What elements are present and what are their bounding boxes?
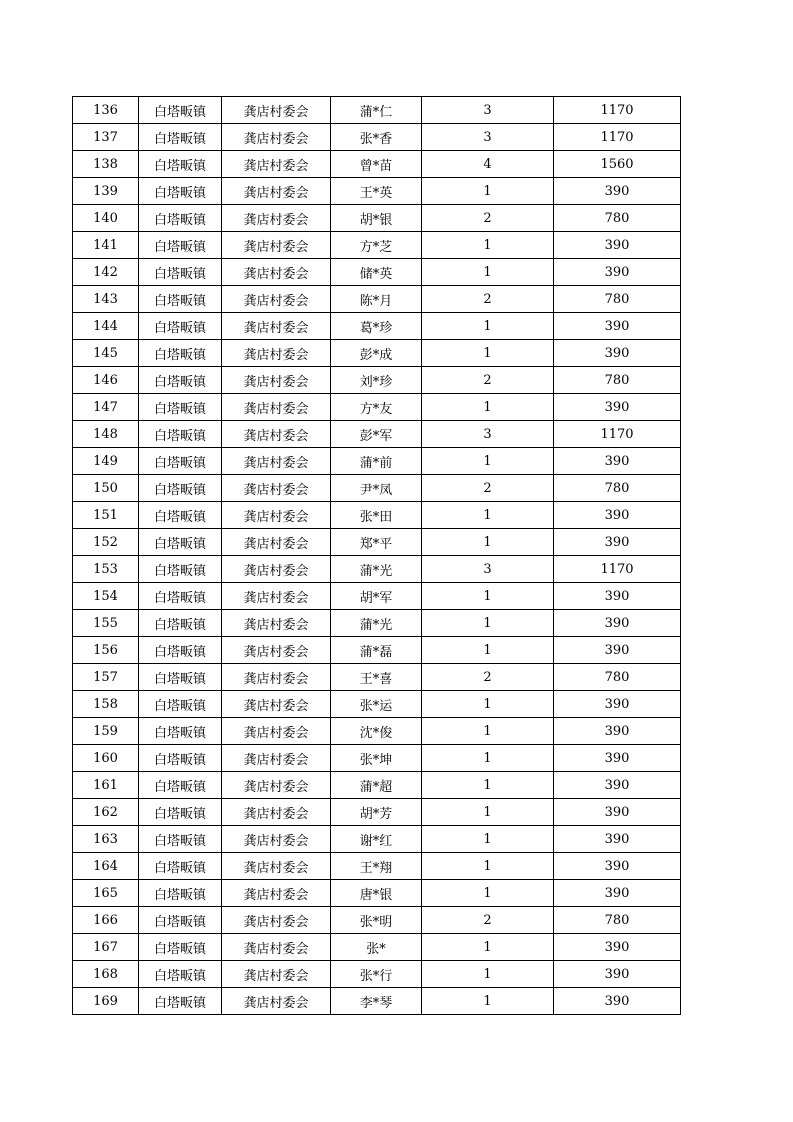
- household-count-cell: 1: [422, 583, 554, 610]
- row-number-cell: 167: [73, 934, 139, 961]
- household-count-cell: 3: [422, 97, 554, 124]
- village-committee-cell: 龚店村委会: [222, 529, 331, 556]
- household-count-cell: 3: [422, 421, 554, 448]
- row-number-cell: 156: [73, 637, 139, 664]
- table-row: [73, 286, 681, 313]
- table-row: [73, 367, 681, 394]
- name-cell: 郑*平: [331, 529, 422, 556]
- name-cell: 王*翔: [331, 853, 422, 880]
- village-committee-cell: 龚店村委会: [222, 367, 331, 394]
- town-cell: 白塔畈镇: [139, 448, 222, 475]
- table-row: [73, 826, 681, 853]
- village-committee-cell: 龚店村委会: [222, 475, 331, 502]
- name-cell: 蒲*光: [331, 610, 422, 637]
- village-committee-cell: 龚店村委会: [222, 718, 331, 745]
- table-row: [73, 178, 681, 205]
- household-count-cell: 2: [422, 664, 554, 691]
- table-row: [73, 340, 681, 367]
- village-committee-cell: 龚店村委会: [222, 772, 331, 799]
- name-cell: 张*: [331, 934, 422, 961]
- town-cell: 白塔畈镇: [139, 124, 222, 151]
- name-cell: 张*香: [331, 124, 422, 151]
- subsidy-roster-table: [72, 96, 681, 1015]
- row-number-cell: 165: [73, 880, 139, 907]
- name-cell: 张*运: [331, 691, 422, 718]
- amount-cell: 390: [554, 394, 681, 421]
- row-number-cell: 158: [73, 691, 139, 718]
- amount-cell: 390: [554, 232, 681, 259]
- village-committee-cell: 龚店村委会: [222, 97, 331, 124]
- name-cell: 王*英: [331, 178, 422, 205]
- row-number-cell: 164: [73, 853, 139, 880]
- town-cell: 白塔畈镇: [139, 745, 222, 772]
- household-count-cell: 1: [422, 637, 554, 664]
- table-row: [73, 718, 681, 745]
- town-cell: 白塔畈镇: [139, 772, 222, 799]
- household-count-cell: 1: [422, 178, 554, 205]
- name-cell: 蒲*仁: [331, 97, 422, 124]
- row-number-cell: 143: [73, 286, 139, 313]
- amount-cell: 780: [554, 475, 681, 502]
- amount-cell: 390: [554, 529, 681, 556]
- town-cell: 白塔畈镇: [139, 502, 222, 529]
- row-number-cell: 148: [73, 421, 139, 448]
- village-committee-cell: 龚店村委会: [222, 448, 331, 475]
- village-committee-cell: 龚店村委会: [222, 664, 331, 691]
- town-cell: 白塔畈镇: [139, 880, 222, 907]
- village-committee-cell: 龚店村委会: [222, 394, 331, 421]
- village-committee-cell: 龚店村委会: [222, 637, 331, 664]
- amount-cell: 780: [554, 664, 681, 691]
- name-cell: 曾*苗: [331, 151, 422, 178]
- town-cell: 白塔畈镇: [139, 934, 222, 961]
- household-count-cell: 4: [422, 151, 554, 178]
- row-number-cell: 145: [73, 340, 139, 367]
- amount-cell: 780: [554, 286, 681, 313]
- town-cell: 白塔畈镇: [139, 826, 222, 853]
- table-row: [73, 124, 681, 151]
- table-row: [73, 502, 681, 529]
- household-count-cell: 1: [422, 988, 554, 1015]
- town-cell: 白塔畈镇: [139, 421, 222, 448]
- table-row: [73, 313, 681, 340]
- household-count-cell: 1: [422, 259, 554, 286]
- amount-cell: 780: [554, 907, 681, 934]
- amount-cell: 390: [554, 502, 681, 529]
- table-row: [73, 583, 681, 610]
- table-row: [73, 637, 681, 664]
- table-row: [73, 691, 681, 718]
- amount-cell: 390: [554, 880, 681, 907]
- name-cell: 葛*珍: [331, 313, 422, 340]
- name-cell: 谢*红: [331, 826, 422, 853]
- name-cell: 方*芝: [331, 232, 422, 259]
- table-row: [73, 745, 681, 772]
- name-cell: 沈*俊: [331, 718, 422, 745]
- town-cell: 白塔畈镇: [139, 988, 222, 1015]
- village-committee-cell: 龚店村委会: [222, 151, 331, 178]
- amount-cell: 390: [554, 961, 681, 988]
- row-number-cell: 136: [73, 97, 139, 124]
- name-cell: 储*英: [331, 259, 422, 286]
- table-row: [73, 853, 681, 880]
- household-count-cell: 2: [422, 205, 554, 232]
- name-cell: 陈*月: [331, 286, 422, 313]
- household-count-cell: 3: [422, 556, 554, 583]
- village-committee-cell: 龚店村委会: [222, 961, 331, 988]
- table-row: [73, 97, 681, 124]
- amount-cell: 1170: [554, 556, 681, 583]
- town-cell: 白塔畈镇: [139, 151, 222, 178]
- village-committee-cell: 龚店村委会: [222, 583, 331, 610]
- table-row: [73, 664, 681, 691]
- amount-cell: 390: [554, 718, 681, 745]
- row-number-cell: 152: [73, 529, 139, 556]
- row-number-cell: 144: [73, 313, 139, 340]
- table-row: [73, 907, 681, 934]
- amount-cell: 390: [554, 178, 681, 205]
- row-number-cell: 160: [73, 745, 139, 772]
- row-number-cell: 137: [73, 124, 139, 151]
- name-cell: 张*田: [331, 502, 422, 529]
- amount-cell: 390: [554, 745, 681, 772]
- household-count-cell: 1: [422, 961, 554, 988]
- row-number-cell: 146: [73, 367, 139, 394]
- town-cell: 白塔畈镇: [139, 259, 222, 286]
- table-row: [73, 232, 681, 259]
- town-cell: 白塔畈镇: [139, 691, 222, 718]
- amount-cell: 390: [554, 448, 681, 475]
- amount-cell: 780: [554, 367, 681, 394]
- table-row: [73, 799, 681, 826]
- household-count-cell: 1: [422, 502, 554, 529]
- table-row: [73, 880, 681, 907]
- row-number-cell: 163: [73, 826, 139, 853]
- amount-cell: 1170: [554, 124, 681, 151]
- amount-cell: 390: [554, 799, 681, 826]
- town-cell: 白塔畈镇: [139, 583, 222, 610]
- name-cell: 张*行: [331, 961, 422, 988]
- name-cell: 彭*军: [331, 421, 422, 448]
- household-count-cell: 3: [422, 124, 554, 151]
- town-cell: 白塔畈镇: [139, 205, 222, 232]
- household-count-cell: 1: [422, 529, 554, 556]
- household-count-cell: 1: [422, 934, 554, 961]
- row-number-cell: 157: [73, 664, 139, 691]
- row-number-cell: 159: [73, 718, 139, 745]
- amount-cell: 390: [554, 583, 681, 610]
- amount-cell: 390: [554, 610, 681, 637]
- household-count-cell: 1: [422, 880, 554, 907]
- village-committee-cell: 龚店村委会: [222, 502, 331, 529]
- row-number-cell: 139: [73, 178, 139, 205]
- table-row: [73, 556, 681, 583]
- household-count-cell: 1: [422, 394, 554, 421]
- row-number-cell: 140: [73, 205, 139, 232]
- name-cell: 张*坤: [331, 745, 422, 772]
- table-row: [73, 475, 681, 502]
- name-cell: 蒲*光: [331, 556, 422, 583]
- amount-cell: 390: [554, 826, 681, 853]
- town-cell: 白塔畈镇: [139, 286, 222, 313]
- household-count-cell: 2: [422, 367, 554, 394]
- household-count-cell: 1: [422, 826, 554, 853]
- village-committee-cell: 龚店村委会: [222, 745, 331, 772]
- amount-cell: 390: [554, 853, 681, 880]
- row-number-cell: 155: [73, 610, 139, 637]
- household-count-cell: 1: [422, 232, 554, 259]
- village-committee-cell: 龚店村委会: [222, 907, 331, 934]
- town-cell: 白塔畈镇: [139, 367, 222, 394]
- village-committee-cell: 龚店村委会: [222, 259, 331, 286]
- town-cell: 白塔畈镇: [139, 529, 222, 556]
- town-cell: 白塔畈镇: [139, 664, 222, 691]
- village-committee-cell: 龚店村委会: [222, 124, 331, 151]
- table-row: [73, 961, 681, 988]
- village-committee-cell: 龚店村委会: [222, 610, 331, 637]
- row-number-cell: 154: [73, 583, 139, 610]
- village-committee-cell: 龚店村委会: [222, 178, 331, 205]
- table-row: [73, 772, 681, 799]
- household-count-cell: 1: [422, 448, 554, 475]
- amount-cell: 390: [554, 340, 681, 367]
- row-number-cell: 153: [73, 556, 139, 583]
- table-row: [73, 448, 681, 475]
- row-number-cell: 138: [73, 151, 139, 178]
- town-cell: 白塔畈镇: [139, 556, 222, 583]
- household-count-cell: 1: [422, 772, 554, 799]
- town-cell: 白塔畈镇: [139, 475, 222, 502]
- name-cell: 尹*凤: [331, 475, 422, 502]
- household-count-cell: 1: [422, 313, 554, 340]
- name-cell: 蒲*前: [331, 448, 422, 475]
- table-row: [73, 421, 681, 448]
- name-cell: 彭*成: [331, 340, 422, 367]
- amount-cell: 390: [554, 637, 681, 664]
- row-number-cell: 169: [73, 988, 139, 1015]
- town-cell: 白塔畈镇: [139, 394, 222, 421]
- table-row: [73, 151, 681, 178]
- household-count-cell: 1: [422, 853, 554, 880]
- household-count-cell: 1: [422, 691, 554, 718]
- village-committee-cell: 龚店村委会: [222, 556, 331, 583]
- village-committee-cell: 龚店村委会: [222, 880, 331, 907]
- row-number-cell: 168: [73, 961, 139, 988]
- town-cell: 白塔畈镇: [139, 313, 222, 340]
- household-count-cell: 1: [422, 610, 554, 637]
- table-row: [73, 934, 681, 961]
- household-count-cell: 2: [422, 286, 554, 313]
- town-cell: 白塔畈镇: [139, 637, 222, 664]
- village-committee-cell: 龚店村委会: [222, 286, 331, 313]
- name-cell: 刘*珍: [331, 367, 422, 394]
- village-committee-cell: 龚店村委会: [222, 691, 331, 718]
- table-row: [73, 394, 681, 421]
- village-committee-cell: 龚店村委会: [222, 934, 331, 961]
- name-cell: 胡*银: [331, 205, 422, 232]
- name-cell: 王*喜: [331, 664, 422, 691]
- name-cell: 胡*芳: [331, 799, 422, 826]
- amount-cell: 390: [554, 313, 681, 340]
- town-cell: 白塔畈镇: [139, 907, 222, 934]
- name-cell: 方*友: [331, 394, 422, 421]
- village-committee-cell: 龚店村委会: [222, 421, 331, 448]
- town-cell: 白塔畈镇: [139, 340, 222, 367]
- amount-cell: 1560: [554, 151, 681, 178]
- table-row: [73, 529, 681, 556]
- row-number-cell: 150: [73, 475, 139, 502]
- household-count-cell: 1: [422, 718, 554, 745]
- town-cell: 白塔畈镇: [139, 853, 222, 880]
- row-number-cell: 162: [73, 799, 139, 826]
- village-committee-cell: 龚店村委会: [222, 232, 331, 259]
- name-cell: 蒲*磊: [331, 637, 422, 664]
- village-committee-cell: 龚店村委会: [222, 853, 331, 880]
- row-number-cell: 149: [73, 448, 139, 475]
- amount-cell: 390: [554, 934, 681, 961]
- town-cell: 白塔畈镇: [139, 961, 222, 988]
- table-row: [73, 259, 681, 286]
- village-committee-cell: 龚店村委会: [222, 988, 331, 1015]
- village-committee-cell: 龚店村委会: [222, 799, 331, 826]
- name-cell: 唐*银: [331, 880, 422, 907]
- table-row: [73, 205, 681, 232]
- household-count-cell: 2: [422, 907, 554, 934]
- name-cell: 张*明: [331, 907, 422, 934]
- amount-cell: 390: [554, 988, 681, 1015]
- amount-cell: 390: [554, 259, 681, 286]
- village-committee-cell: 龚店村委会: [222, 826, 331, 853]
- roster-body: [73, 97, 681, 1015]
- row-number-cell: 166: [73, 907, 139, 934]
- town-cell: 白塔畈镇: [139, 232, 222, 259]
- town-cell: 白塔畈镇: [139, 178, 222, 205]
- amount-cell: 390: [554, 772, 681, 799]
- village-committee-cell: 龚店村委会: [222, 313, 331, 340]
- table-row: [73, 610, 681, 637]
- village-committee-cell: 龚店村委会: [222, 205, 331, 232]
- row-number-cell: 142: [73, 259, 139, 286]
- amount-cell: 390: [554, 691, 681, 718]
- household-count-cell: 1: [422, 745, 554, 772]
- row-number-cell: 147: [73, 394, 139, 421]
- table-row: [73, 988, 681, 1015]
- town-cell: 白塔畈镇: [139, 718, 222, 745]
- name-cell: 蒲*超: [331, 772, 422, 799]
- household-count-cell: 2: [422, 475, 554, 502]
- household-count-cell: 1: [422, 799, 554, 826]
- town-cell: 白塔畈镇: [139, 97, 222, 124]
- town-cell: 白塔畈镇: [139, 610, 222, 637]
- name-cell: 李*琴: [331, 988, 422, 1015]
- amount-cell: 1170: [554, 421, 681, 448]
- row-number-cell: 151: [73, 502, 139, 529]
- row-number-cell: 161: [73, 772, 139, 799]
- amount-cell: 780: [554, 205, 681, 232]
- household-count-cell: 1: [422, 340, 554, 367]
- town-cell: 白塔畈镇: [139, 799, 222, 826]
- name-cell: 胡*军: [331, 583, 422, 610]
- amount-cell: 1170: [554, 97, 681, 124]
- village-committee-cell: 龚店村委会: [222, 340, 331, 367]
- row-number-cell: 141: [73, 232, 139, 259]
